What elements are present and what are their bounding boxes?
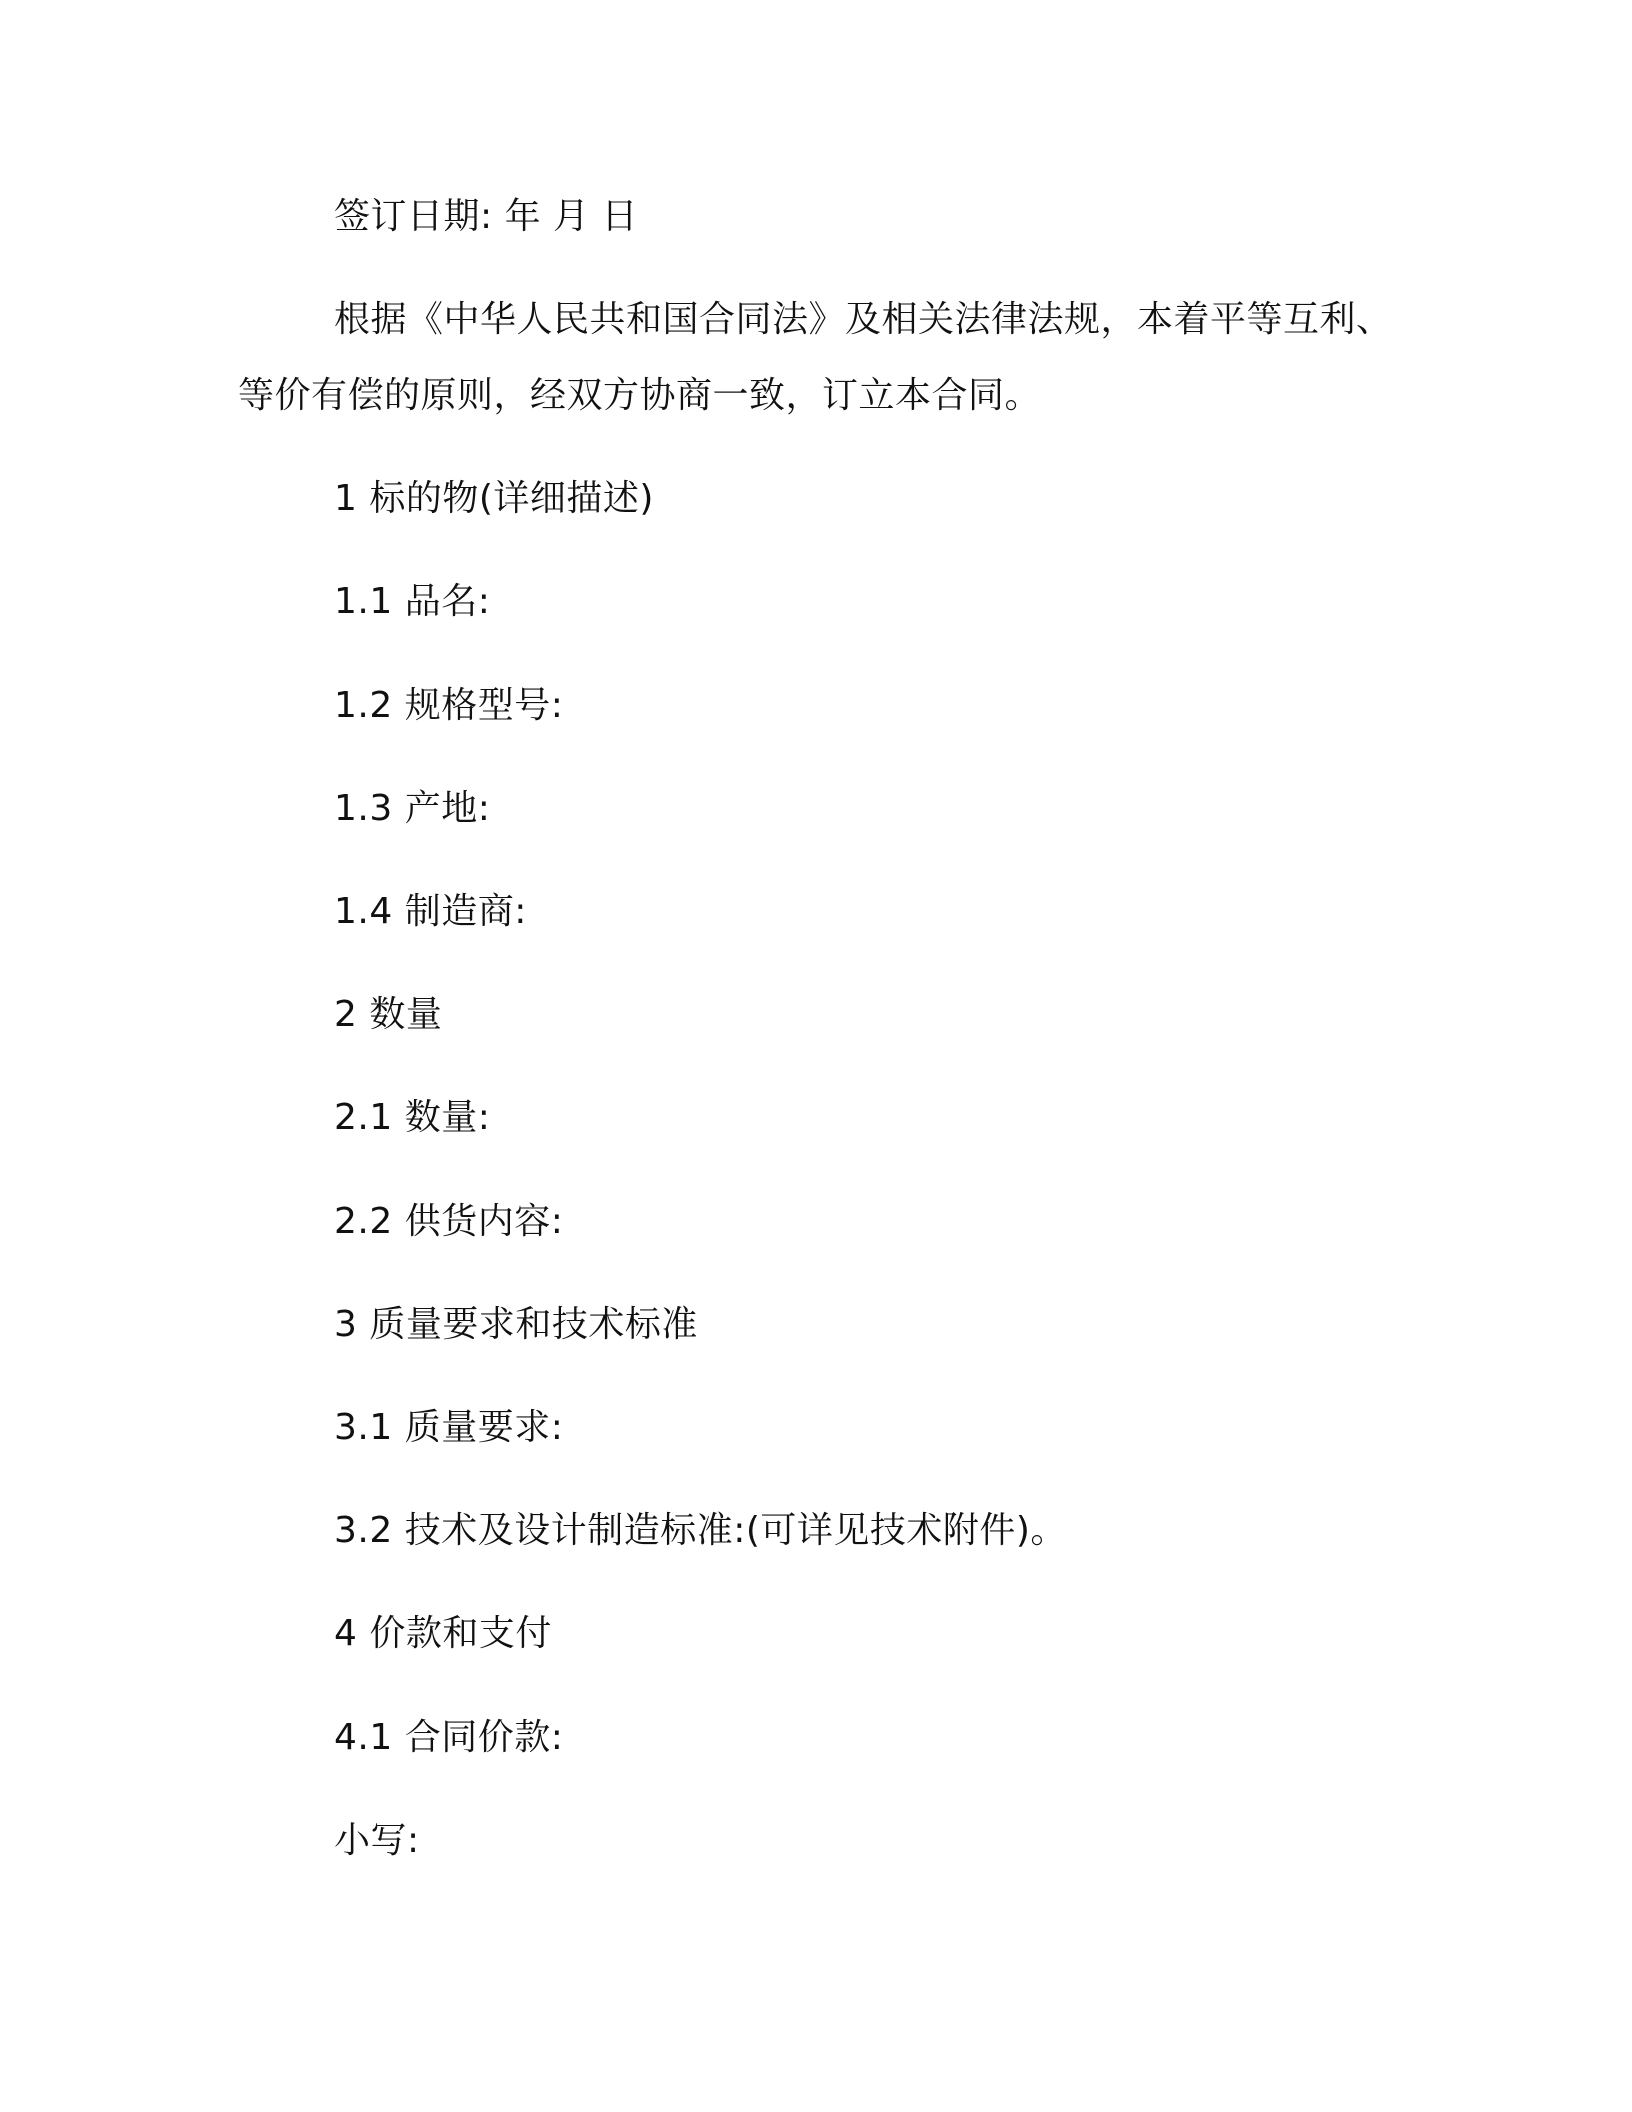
clause-item: 3.1 质量要求: (334, 1407, 564, 1448)
signing-date: 签订日期: 年 月 日 (334, 196, 638, 237)
clause-heading: 4 价款和支付 (334, 1613, 552, 1654)
preamble-line-1: 根据《中华人民共和国合同法》及相关法律法规，本着平等互利、 (334, 299, 1393, 340)
clause-item: 2.1 数量: (334, 1097, 491, 1138)
clause-item: 小写: (334, 1820, 420, 1861)
clause-heading: 3 质量要求和技术标准 (334, 1304, 698, 1345)
clause-item: 1.3 产地: (334, 788, 491, 829)
clause-item: 1.4 制造商: (334, 891, 527, 932)
preamble-line-2: 等价有偿的原则，经双方协商一致，订立本合同。 (238, 375, 1042, 416)
clause-item: 3.2 技术及设计制造标准:(可详见技术附件)。 (334, 1510, 1067, 1551)
clause-item: 1.1 品名: (334, 581, 491, 622)
clause-heading: 2 数量 (334, 994, 443, 1035)
clause-item: 4.1 合同价款: (334, 1717, 564, 1758)
clause-heading: 1 标的物(详细描述) (334, 478, 654, 519)
clause-item: 1.2 规格型号: (334, 685, 564, 726)
clause-item: 2.2 供货内容: (334, 1201, 564, 1242)
